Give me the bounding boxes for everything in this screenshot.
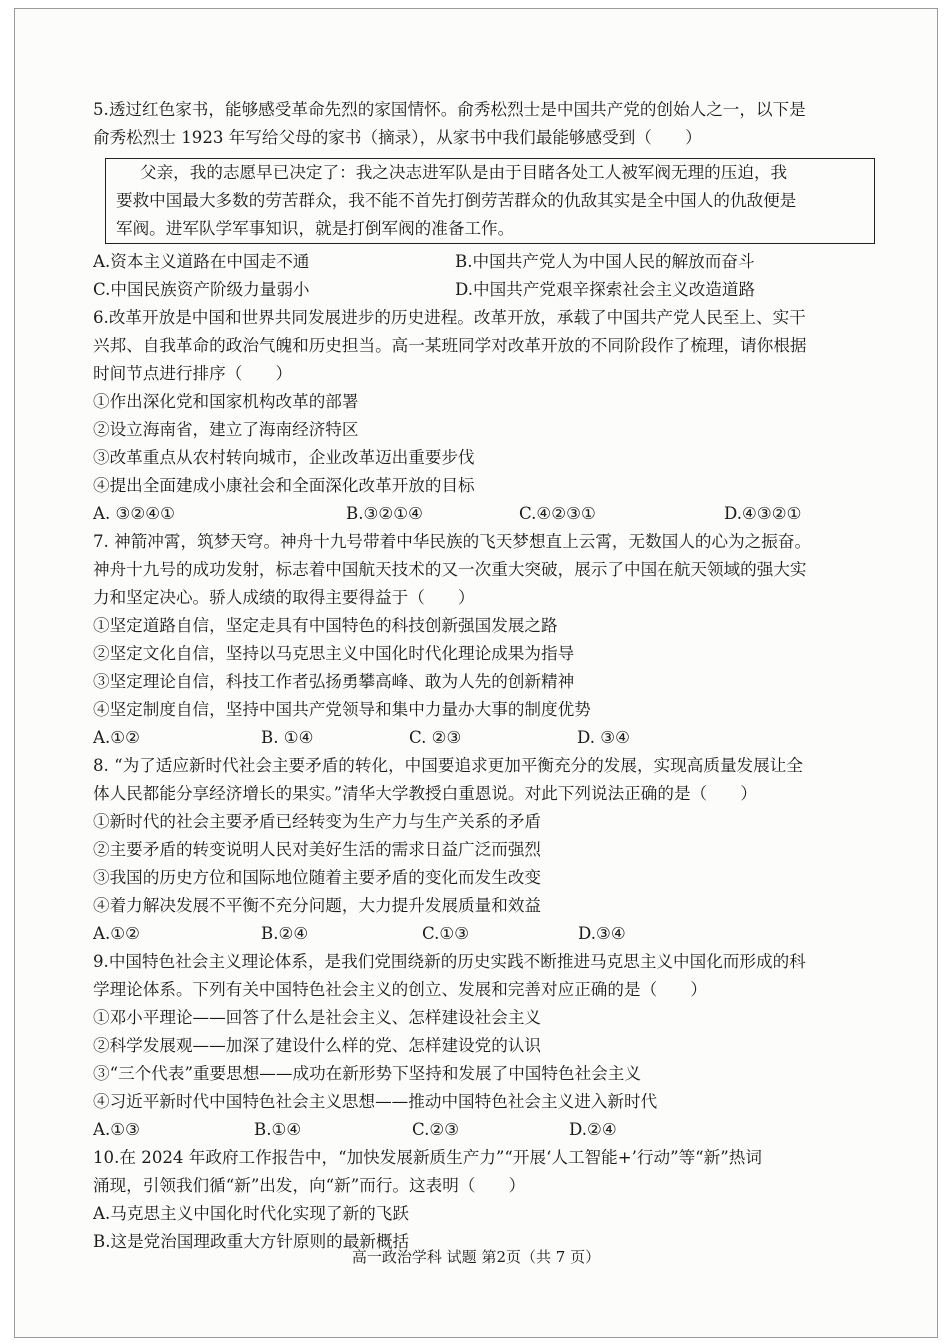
question-5 <box>93 96 899 304</box>
option-c: C. ②③ <box>409 728 462 747</box>
question-stem: 6.改革开放是中国和世界共同发展进步的历史进程。改革开放，承载了中国共产党人民至上、实干 <box>93 308 806 327</box>
option-a: A. ③②④① <box>93 504 176 523</box>
statement-item: ②主要矛盾的转变说明人民对美好生活的需求日益广泛而强烈 <box>93 840 542 859</box>
statement-item: ③我国的历史方位和国际地位随着主要矛盾的变化而发生改变 <box>93 868 542 887</box>
statement-item: ②设立海南省，建立了海南经济特区 <box>93 420 359 439</box>
letter-excerpt-box <box>105 158 875 244</box>
option-c: C.①③ <box>422 924 470 943</box>
option-d: D.③④ <box>578 924 626 943</box>
option-a: A.①③ <box>93 1120 141 1139</box>
excerpt-line: 军阀。进军队学军事知识，就是打倒军阀的准备工作。 <box>116 219 515 238</box>
options-row <box>93 724 899 752</box>
statement-item: ④坚定制度自信，坚持中国共产党领导和集中力量办大事的制度优势 <box>93 700 591 719</box>
options-row <box>93 1116 899 1144</box>
exam-page <box>14 8 938 1338</box>
excerpt-line: 父亲，我的志愿早已决定了：我之决志进军队是由于目睹各处工人被军阀无理的压迫，我 <box>140 163 788 182</box>
option-b: B.②④ <box>261 924 309 943</box>
statement-item: ③改革重点从农村转向城市，企业改革迈出重要步伐 <box>93 448 475 467</box>
statement-item: ④提出全面建成小康社会和全面深化改革开放的目标 <box>93 476 475 495</box>
option-a: A.①② <box>93 728 141 747</box>
option-d: D.中国共产党艰辛探索社会主义改造道路 <box>455 280 756 299</box>
question-10 <box>93 1144 899 1256</box>
option-b: B.这是党治国理政重大方针原则的最新概括 <box>93 1232 410 1251</box>
question-stem: 力和坚定决心。骄人成绩的取得主要得益于（ ） <box>93 588 475 607</box>
question-stem: 7. 神箭冲霄，筑梦天穹。神舟十九号带着中华民族的飞天梦想直上云霄，无数国人的心为之振奋。 <box>93 532 812 551</box>
question-stem: 涌现，引领我们循“新”出发，向“新”而行。这表明（ ） <box>93 1176 526 1195</box>
options-row <box>93 276 899 304</box>
question-stem: 俞秀松烈士 1923 年写给父母的家书（摘录），从家书中我们最能够感受到（ ） <box>93 128 702 147</box>
statement-item: ①作出深化党和国家机构改革的部署 <box>93 392 359 411</box>
question-6 <box>93 304 899 528</box>
option-a: A.马克思主义中国化时代化实现了新的飞跃 <box>93 1204 409 1223</box>
statement-item: ②坚定文化自信，坚持以马克思主义中国化时代化理论成果为指导 <box>93 644 575 663</box>
question-7 <box>93 528 899 752</box>
options-row <box>93 500 899 528</box>
statement-item: ④习近平新时代中国特色社会主义思想——推动中国特色社会主义进入新时代 <box>93 1092 658 1111</box>
option-a: A.资本主义道路在中国走不通 <box>93 252 310 271</box>
question-stem: 5.透过红色家书，能够感受革命先烈的家国情怀。俞秀松烈士是中国共产党的创始人之一，以下是 <box>93 100 806 119</box>
option-b: B.①④ <box>254 1120 302 1139</box>
question-stem: 10.在 2024 年政府工作报告中，“加快发展新质生产力”“开展‘人工智能+’行动”等“新”热词 <box>93 1148 762 1167</box>
question-9 <box>93 948 899 1144</box>
question-stem: 时间节点进行排序（ ） <box>93 364 293 383</box>
statement-item: ②科学发展观——加深了建设什么样的党、怎样建设党的认识 <box>93 1036 542 1055</box>
question-8 <box>93 752 899 948</box>
option-c: C.中国民族资产阶级力量弱小 <box>93 280 310 299</box>
statement-item: ③“三个代表”重要思想——成功在新形势下坚持和发展了中国特色社会主义 <box>93 1064 641 1083</box>
option-d: D.④③②① <box>724 504 802 523</box>
statement-item: ①邓小平理论——回答了什么是社会主义、怎样建设社会主义 <box>93 1008 542 1027</box>
question-stem: 9.中国特色社会主义理论体系，是我们党围绕新的历史实践不断推进马克思主义中国化而形成的科 <box>93 952 806 971</box>
option-a: A.①② <box>93 924 141 943</box>
option-b: B.中国共产党人为中国人民的解放而奋斗 <box>455 252 755 271</box>
option-c: C.②③ <box>412 1120 460 1139</box>
excerpt-line: 要救中国最大多数的劳苦群众，我不能不首先打倒劳苦群众的仇敌其实是全中国人的仇敌便是 <box>116 191 797 210</box>
question-stem: 兴邦、自我革命的政治气魄和历史担当。高一某班同学对改革开放的不同阶段作了梳理，请你根据 <box>93 336 807 355</box>
question-stem: 神舟十九号的成功发射，标志着中国航天技术的又一次重大突破，展示了中国在航天领域的强大实 <box>93 560 807 579</box>
question-stem: 学理论体系。下列有关中国特色社会主义的创立、发展和完善对应正确的是（ ） <box>93 980 707 999</box>
options-row <box>93 920 899 948</box>
page-footer: 高一政治学科 试题 第2页（共 7 页） <box>351 1248 601 1266</box>
statement-item: ③坚定理论自信，科技工作者弘扬勇攀高峰、敢为人先的创新精神 <box>93 672 575 691</box>
statement-item: ④着力解决发展不平衡不充分问题，大力提升发展质量和效益 <box>93 896 542 915</box>
option-d: D.②④ <box>569 1120 617 1139</box>
question-stem: 体人民都能分享经济增长的果实。”清华大学教授白重恩说。对此下列说法正确的是（ ） <box>93 784 757 803</box>
option-b: B. ①④ <box>261 728 314 747</box>
option-d: D. ③④ <box>577 728 631 747</box>
exam-content <box>93 96 899 1256</box>
option-b: B.③②①④ <box>346 504 423 523</box>
options-row <box>93 248 899 276</box>
option-c: C.④②③① <box>519 504 596 523</box>
statement-item: ①新时代的社会主要矛盾已经转变为生产力与生产关系的矛盾 <box>93 812 542 831</box>
question-stem: 8. “为了适应新时代社会主要矛盾的转化，中国要追求更加平衡充分的发展，实现高质量发展让全 <box>93 756 803 775</box>
statement-item: ①坚定道路自信，坚定走具有中国特色的科技创新强国发展之路 <box>93 616 558 635</box>
